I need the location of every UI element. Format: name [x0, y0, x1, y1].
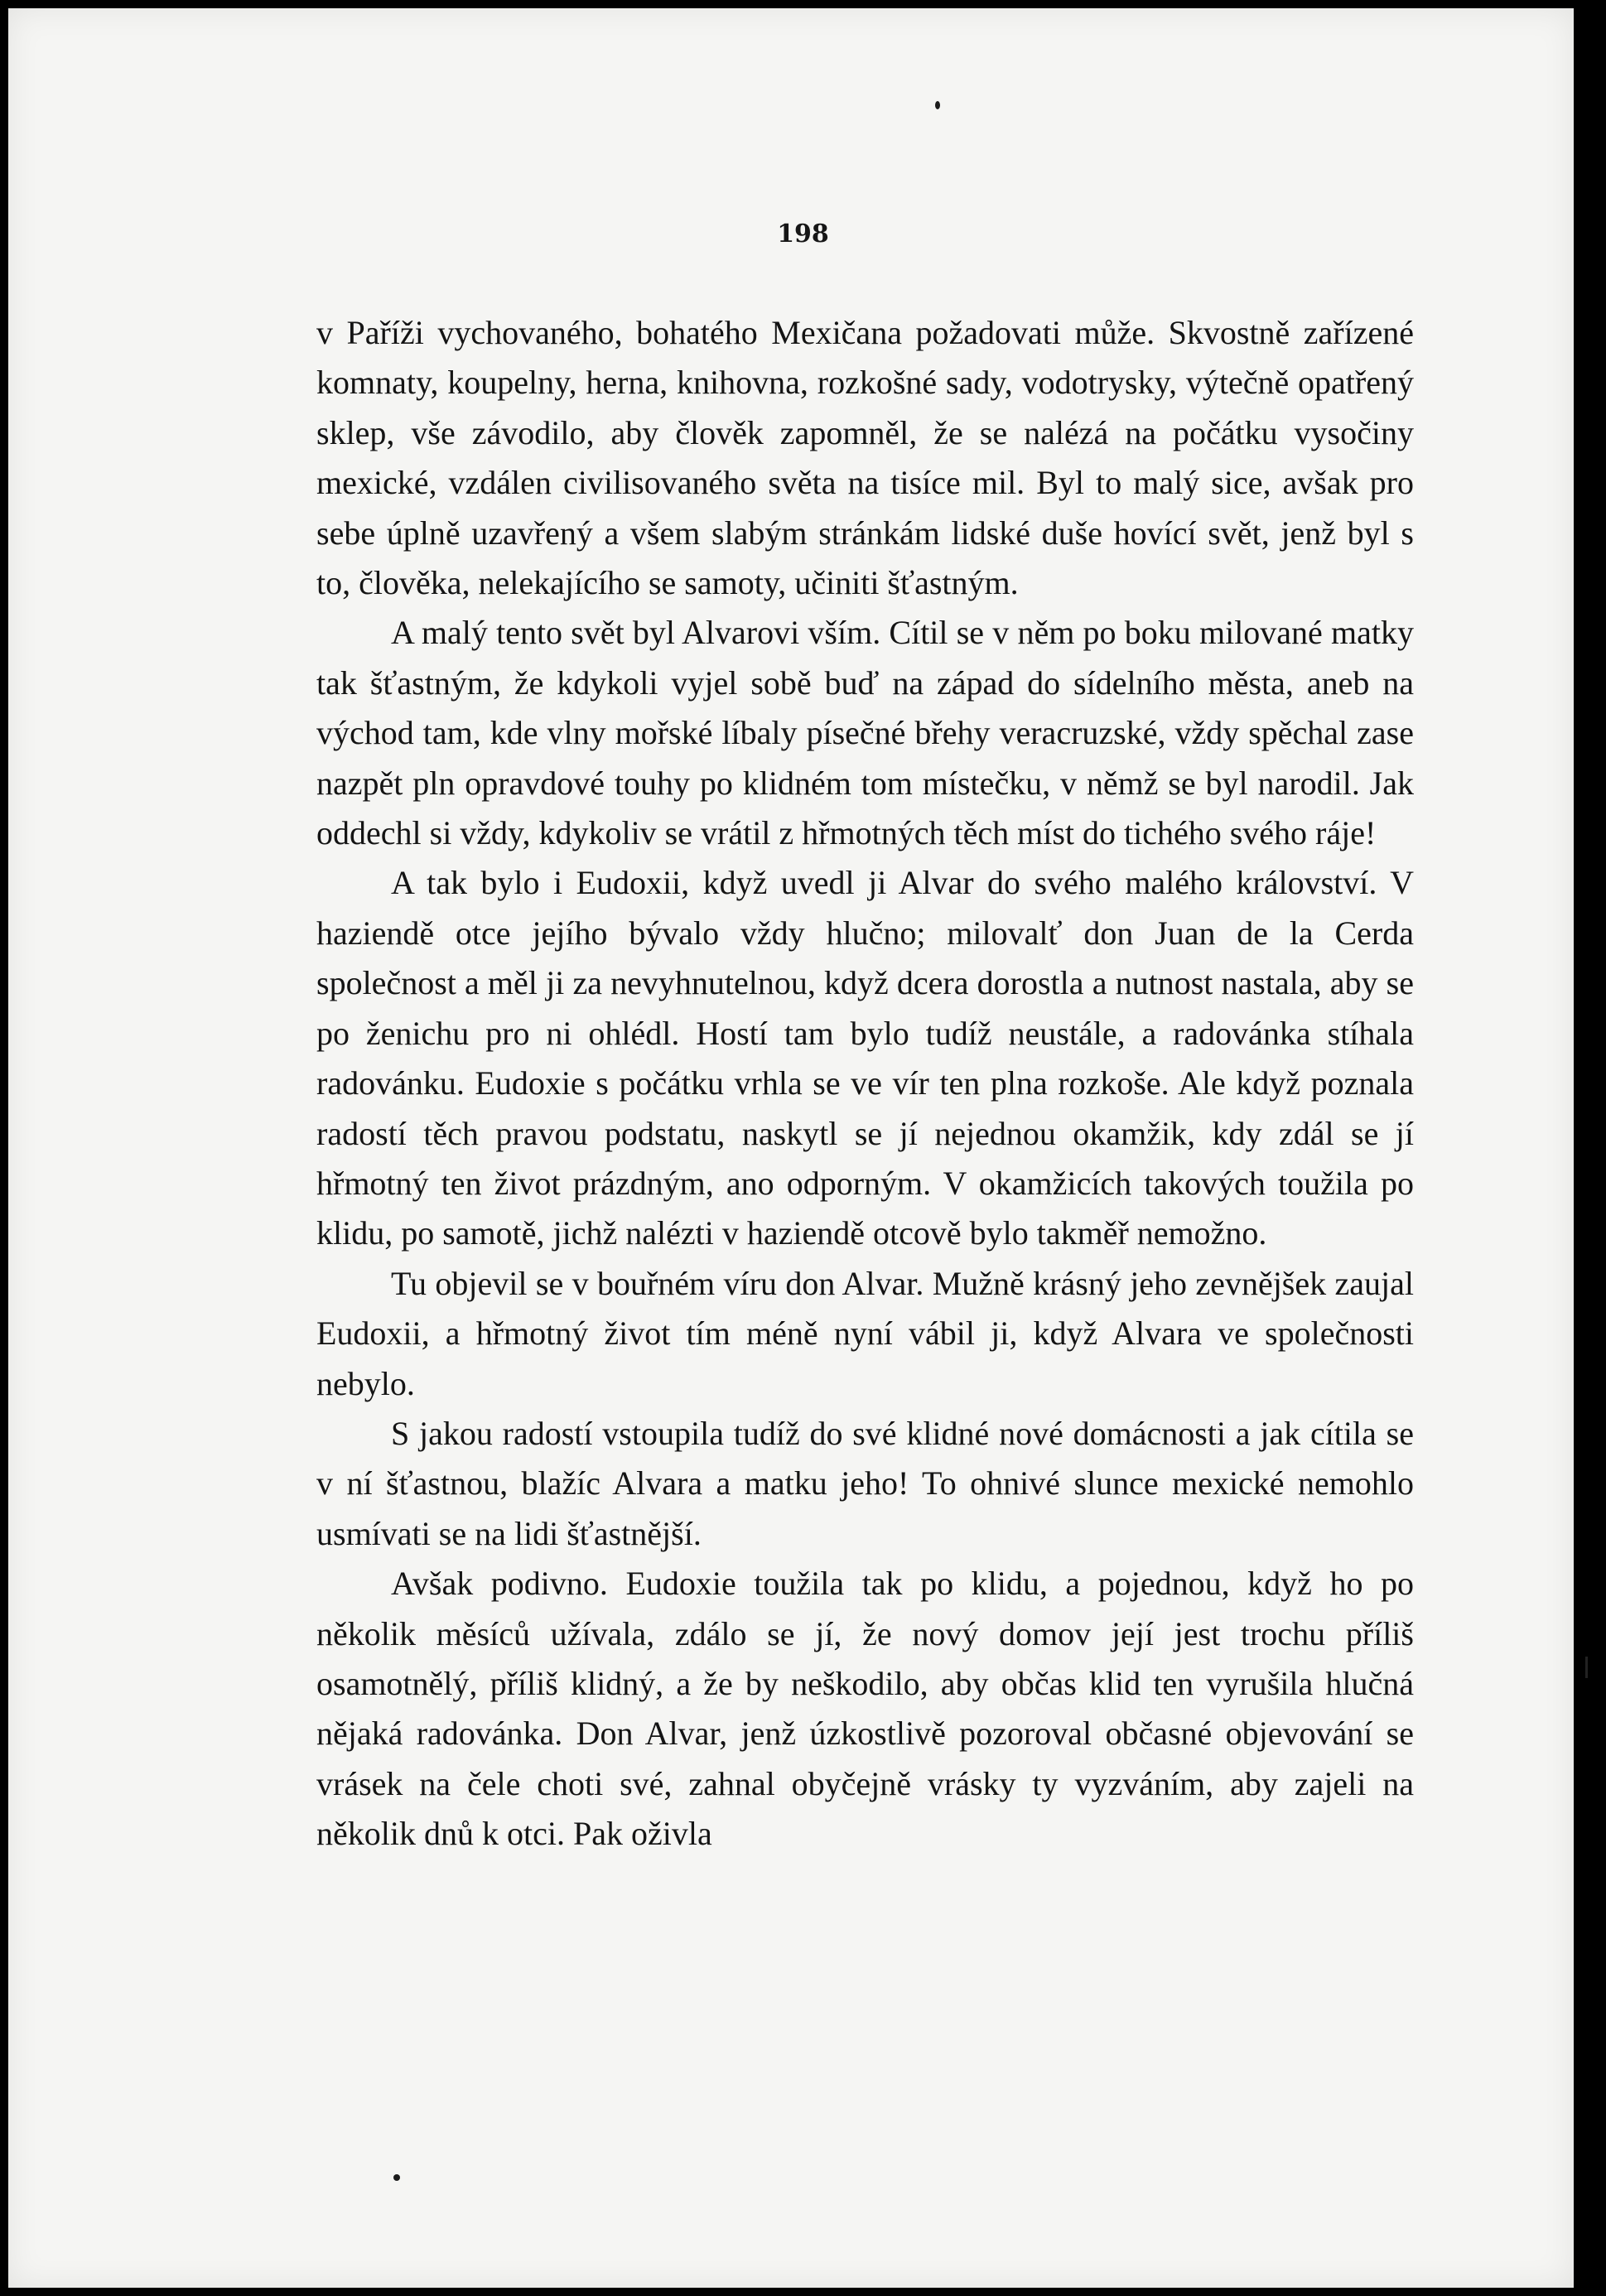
paragraph: v Paříži vychovaného, bohatého Mexičana požadovati může. Skvostně zařízené komnaty, koupelny, herna, knihovna, rozkošné sady, vodotrysky, výtečně opatřený sklep, vše závodilo, aby člověk zapomněl, že se nalézá na počátku vysočiny mexické, vzdálen civilisovaného světa na tisíce mil. Byl to malý sice, avšak pro sebe úplně uzavřený a všem slabým stránkám lidské duše hovící svět, jenž byl s to, člověka, nelekajícího se samoty, učiniti šťastným.	[316, 314, 1414, 602]
page-number: 198	[777, 219, 829, 248]
ink-speck	[935, 101, 940, 109]
page-edge-mark	[1585, 1657, 1588, 1678]
paragraph: Tu objevil se v bouřném víru don Alvar. Mužně krásný jeho zevnějšek zaujal Eudoxii, a hřmotný život tím méně nyní vábil ji, když Alvara ve společnosti nebylo.	[316, 1264, 1414, 1402]
paragraph: S jakou radostí vstoupila tudíž do své klidné nové domácnosti a jak cítila se v ní šťastnou, blažíc Alvara a matku jeho! To ohnivé slunce mexické nemohlo usmívati se na lidi šťastnější.	[316, 1414, 1414, 1552]
paragraph: A tak bylo i Eudoxii, když uvedl ji Alvar do svého malého království. V haziendě otce jejího bývalo vždy hlučno; milovalť don Juan de la Cerda společnost a měl ji za nevyhnutelnou, když dcera dorostla a nutnost nastala, aby se po ženichu pro ni ohlédl. Hostí tam bylo tudíž neustále, a radovánka stíhala radovánku. Eudoxie s počátku vrhla se ve vír ten plna rozkoše. Ale když poznala radostí těch pravou podstatu, naskytl se jí nejednou okamžik, kdy zdál se jí hřmotný ten život prázdným, ano odporným. V okamžicích takových toužila po klidu, po samotě, jichž nalézti v haziendě otcově bylo takměř nemožno.	[316, 864, 1414, 1252]
ink-speck	[393, 2174, 400, 2181]
body-text	[316, 308, 1414, 1859]
paragraph: A malý tento svět byl Alvarovi vším. Cítil se v něm po boku milované matky tak šťastným, že kdykoli vyjel sobě buď na západ do sídelního města, aneb na východ tam, kde vlny mořské líbaly písečné břehy veracruzské, vždy spěchal zase nazpět pln opravdové touhy po klidném tom místečku, v němž se byl narodil. Jak oddechl si vždy, kdykoliv se vrátil z hřmotných těch míst do tichého svého ráje!	[316, 614, 1414, 852]
paragraph: Avšak podivno. Eudoxie toužila tak po klidu, a pojednou, když ho po několik měsíců užívala, zdálo se jí, že nový domov její jest trochu příliš osamotnělý, příliš klidný, a že by neškodilo, aby občas klid ten vyrušila hlučná nějaká radovánka. Don Alvar, jenž úzkostlivě pozoroval občasné objevování se vrásek na čele choti své, zahnal obyčejně vrásky ty vyzváním, aby zajeli na několik dnů k otci. Pak oživla	[316, 1565, 1414, 1853]
